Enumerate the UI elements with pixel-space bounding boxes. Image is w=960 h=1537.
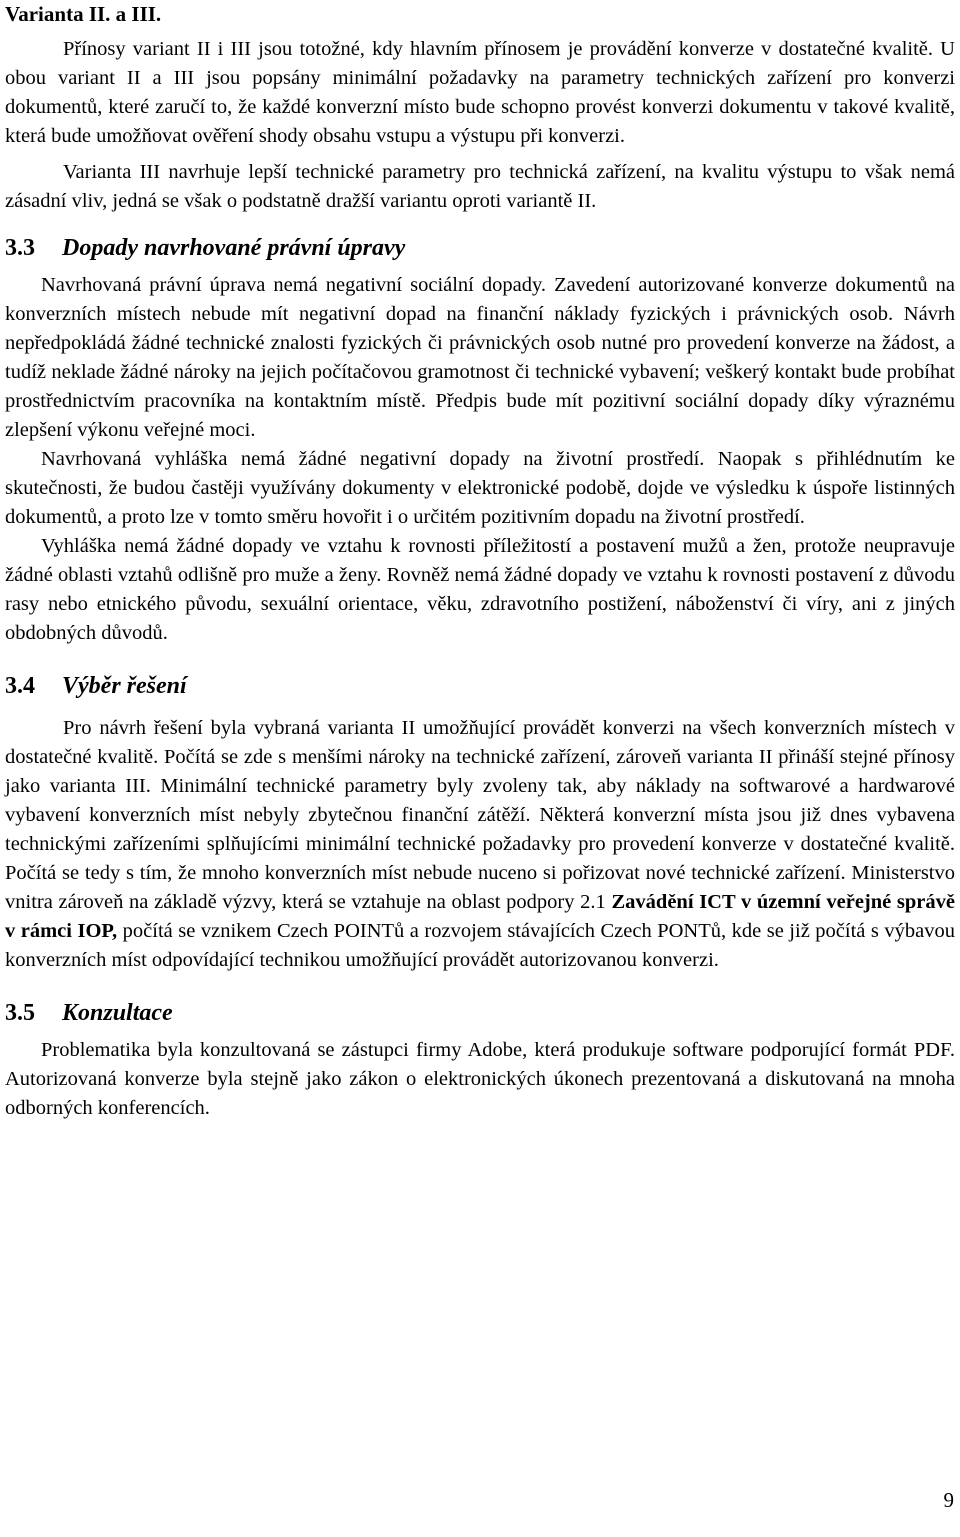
section-number: 3.3 — [5, 235, 35, 261]
paragraph-text: Pro návrh řešení byla vybraná varianta II umožňující provádět konverzi na všech konverzních místech v dostatečné kvalitě. Počítá se zde s menšími nároky na technické zařízení, zároveň varianta II přináší stejné přínosy jako varianta III. Minimální technické parametry byly zvoleny tak, aby náklady na softwarové a hardwarové vybavení konverzních míst nebyly zbytečnou finanční zátěží. Některá konverzní místa jsou již dnes vybavena technickými zařízeními splňujícími minimální technické požadavky pro provedení konverze v dostatečné kvalitě. Počítá se tedy s tím, že mnoho konverzních míst nebude nuceno si pořizovat nové technické zařízení. Ministerstvo vnitra zároveň na základě výzvy, která se vztahuje na oblast podpory 2.1 — [5, 717, 955, 913]
paragraph-variant-iii: Varianta III navrhuje lepší technické parametry pro technická zařízení, na kvalitu výstupu to však nemá zásadní vliv, jedná se však o podstatně dražší variantu oproti variantě II. — [5, 161, 955, 212]
section-title: Výběr řešení — [62, 673, 187, 699]
section-heading-3-5 — [5, 997, 955, 1029]
page-number: 9 — [943, 1488, 954, 1512]
paragraph-bold-text: Zavádění ICT v územní veřejné správě v rámci IOP, — [5, 891, 956, 942]
section-number: 3.4 — [5, 673, 35, 699]
paragraph-benefits: Přínosy variant II i III jsou totožné, kdy hlavním přínosem je provádění konverze v dostatečné kvalitě. U obou variant II a III jsou popsány minimální požadavky na parametry technických zařízení pro konverzi dokumentů, které zaručí to, že každé konverzní místo bude schopno provést konverzi dokumentu v takové kvalitě, která bude umožňovat ověření shody obsahu vstupu a výstupu při konverzi. — [5, 38, 955, 147]
paragraph-environment-impact: Navrhovaná vyhláška nemá žádné negativní dopady na životní prostředí. Naopak s přihlédnutím ke skutečnosti, že budou častěji využívány dokumenty v elektronické podobě, dojde ve výsledku k úspoře listinných dokumentů, a proto lze v tomto směru hovořit i o určitém pozitivním dopadu na životní prostředí. — [5, 448, 955, 528]
paragraph-text: počítá se vznikem Czech POINTů a rozvojem stávajících Czech PONTů, kde se již počítá s výbavou konverzních míst odpovídající technikou umožňující provádět autorizovanou konverzi. — [5, 920, 955, 971]
section-heading-3-4 — [5, 670, 955, 702]
variant-heading: Varianta II. a III. — [5, 2, 162, 26]
section-title: Konzultace — [62, 1000, 173, 1026]
section-title: Dopady navrhované právní úpravy — [62, 235, 406, 261]
paragraph-solution-choice — [5, 714, 955, 975]
document-page — [5, 0, 955, 1123]
paragraph-equality-impact: Vyhláška nemá žádné dopady ve vztahu k rovnosti příležitostí a postavení mužů a žen, protože neupravuje žádné oblasti vztahů odlišně pro muže a ženy. Rovněž nemá žádné dopady ve vztahu k rovnosti postavení z důvodu rasy nebo etnického původu, sexuální orientace, věku, zdravotního postižení, náboženství či víry, ani z jiných obdobných důvodů. — [5, 535, 955, 644]
section-heading-3-3 — [5, 232, 955, 264]
section-number: 3.5 — [5, 1000, 35, 1026]
paragraph-consultation: Problematika byla konzultovaná se zástupci firmy Adobe, která produkuje software podporující formát PDF. Autorizovaná konverze byla stejně jako zákon o elektronických úkonech prezentovaná a diskutovaná na mnoha odborných konferencích. — [5, 1039, 955, 1119]
paragraph-social-impact: Navrhovaná právní úprava nemá negativní sociální dopady. Zavedení autorizované konverze dokumentů na konverzních místech nebude mít negativní dopad na finanční náklady fyzických i právnických osob. Návrh nepředpokládá žádné technické znalosti fyzických či právnických osob nutné pro provedení konverze na žádost, a tudíž neklade žádné nároky na jejich počítačovou gramotnost či technické vybavení; veškerý kontakt bude probíhat prostřednictvím pracovníka na kontaktním místě. Předpis bude mít pozitivní sociální dopady díky výraznému zlepšení výkonu veřejné moci. — [5, 274, 955, 441]
